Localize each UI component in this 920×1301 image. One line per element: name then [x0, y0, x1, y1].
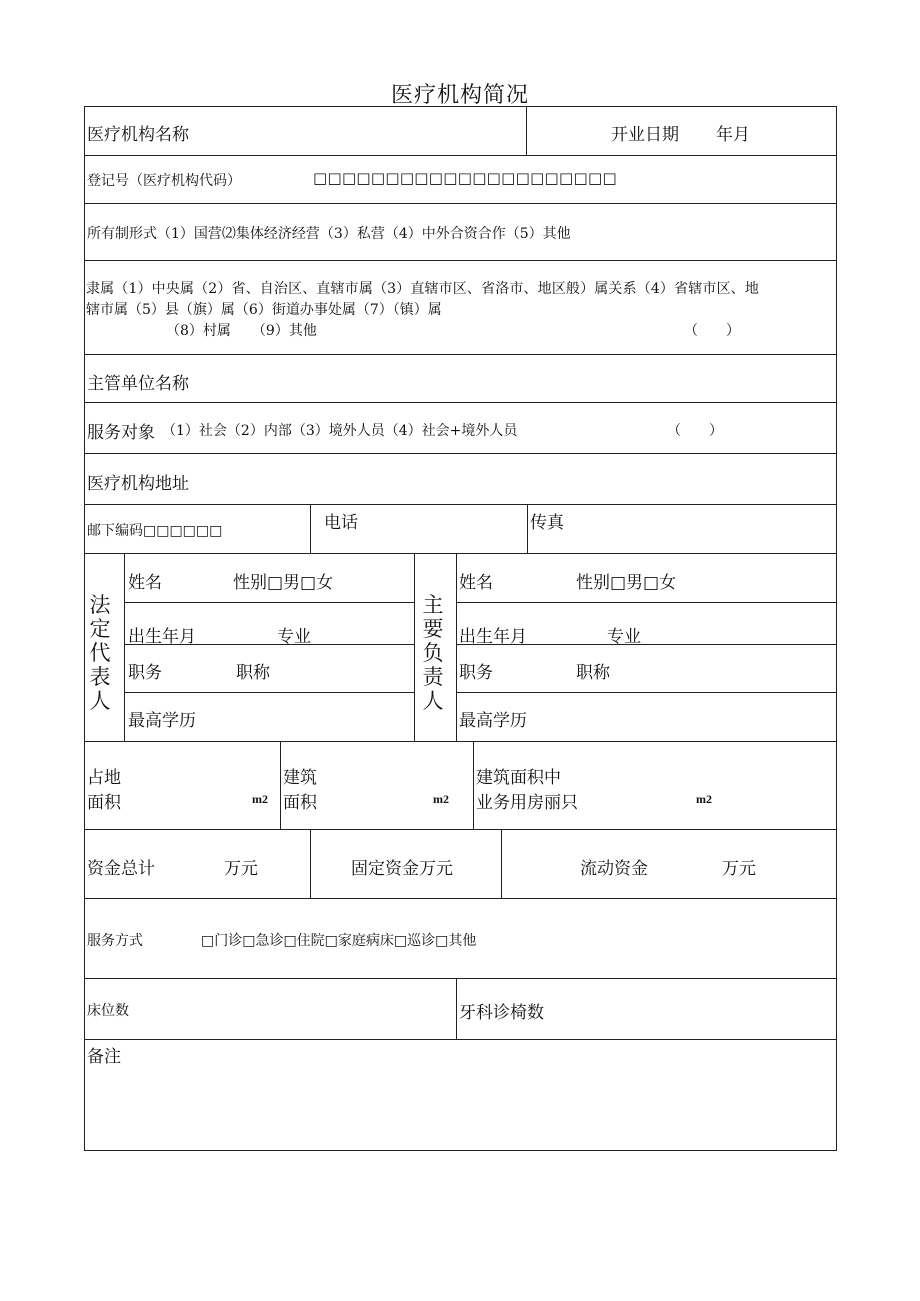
affiliation-line-1: 隶属（1）中央属（2）省、自治区、直辖市属（3）直辖市区、省洛市、地区般）属关系（4）省辖市区、地 [86, 281, 759, 297]
service-mode-label: 服务方式 [87, 933, 143, 949]
building-area-label-1: 建筑 [283, 768, 317, 788]
principal-major-label: 专业 [607, 627, 641, 647]
legal-rep-position-label: 职务 [128, 663, 162, 683]
principal-position-label: 职务 [459, 663, 493, 683]
current-funds-unit: 万元 [722, 859, 756, 879]
legal-rep-birth-label: 出生年月 [128, 627, 196, 647]
page-title: 医疗机构简况 [390, 83, 529, 108]
open-date-label: 开业日期 [611, 125, 679, 145]
dental-chairs-label: 牙科诊椅数 [459, 1003, 544, 1023]
principal-gender-label: 性别□男□女 [576, 573, 677, 593]
service-object-label: 服务对象 [87, 423, 155, 443]
land-area-label-1: 占地 [87, 768, 121, 788]
service-object-answer[interactable]: （ ） [667, 423, 723, 439]
affiliation-answer[interactable]: （ ） [684, 323, 740, 339]
supervisor-label: 主管单位名称 [87, 374, 189, 394]
building-area-label-2: 面积 [283, 793, 317, 813]
land-area-label-2: 面积 [87, 793, 121, 813]
business-area-unit: m2 [696, 792, 712, 806]
institution-name-label: 医疗机构名称 [87, 125, 189, 145]
legal-rep-title-label: 职称 [236, 663, 270, 683]
land-area-unit: m2 [252, 792, 268, 806]
phone-label: 电话 [324, 513, 358, 533]
legal-rep-side-label: 法定代表人 [89, 593, 111, 713]
current-funds-label: 流动资金 [580, 859, 648, 879]
registration-label: 登记号（医疗机构代码） [87, 173, 241, 189]
total-funds-label: 资金总计 [87, 859, 155, 879]
beds-label: 床位数 [87, 1003, 129, 1019]
principal-side-label: 主要负责人 [422, 593, 444, 713]
fixed-funds-label: 固定资金万元 [351, 859, 453, 879]
service-object-options: （1）社会（2）内部（3）境外人员（4）社会+境外人员 [162, 423, 518, 439]
year-month-label: 年月 [716, 125, 750, 145]
registration-code-boxes[interactable]: □□□□□□□□□□□□□□□□□□□□□ [313, 169, 617, 187]
fax-label: 传真 [530, 513, 564, 533]
remarks-label: 备注 [87, 1047, 121, 1067]
postcode-label: 邮下编码□□□□□□ [87, 523, 223, 539]
address-label: 医疗机构地址 [87, 474, 189, 494]
business-area-label-2: 业务用房丽只 [476, 793, 578, 813]
legal-rep-gender-label: 性别□男□女 [233, 573, 334, 593]
service-mode-options[interactable]: □门诊□急诊□住院□家庭病床□巡诊□其他 [201, 933, 477, 949]
total-funds-unit: 万元 [224, 859, 258, 879]
affiliation-line-2: 辖市属（5）县（旗）属（6）街道办事处属（7）（镇）属 [86, 302, 442, 318]
principal-birth-label: 出生年月 [459, 627, 527, 647]
principal-education-label: 最高学历 [459, 711, 527, 731]
affiliation-line-3: （8）村属 （9）其他 [166, 323, 317, 339]
legal-rep-education-label: 最高学历 [128, 711, 196, 731]
principal-name-label: 姓名 [459, 573, 493, 593]
ownership-options: 所有制形式（1）国营⑵集体经济经营（3）私营（4）中外合资合作（5）其他 [87, 226, 571, 242]
legal-rep-name-label: 姓名 [128, 573, 162, 593]
legal-rep-major-label: 专业 [277, 627, 311, 647]
principal-title-label: 职称 [576, 663, 610, 683]
building-area-unit: m2 [433, 792, 449, 806]
business-area-label-1: 建筑面积中 [476, 768, 561, 788]
